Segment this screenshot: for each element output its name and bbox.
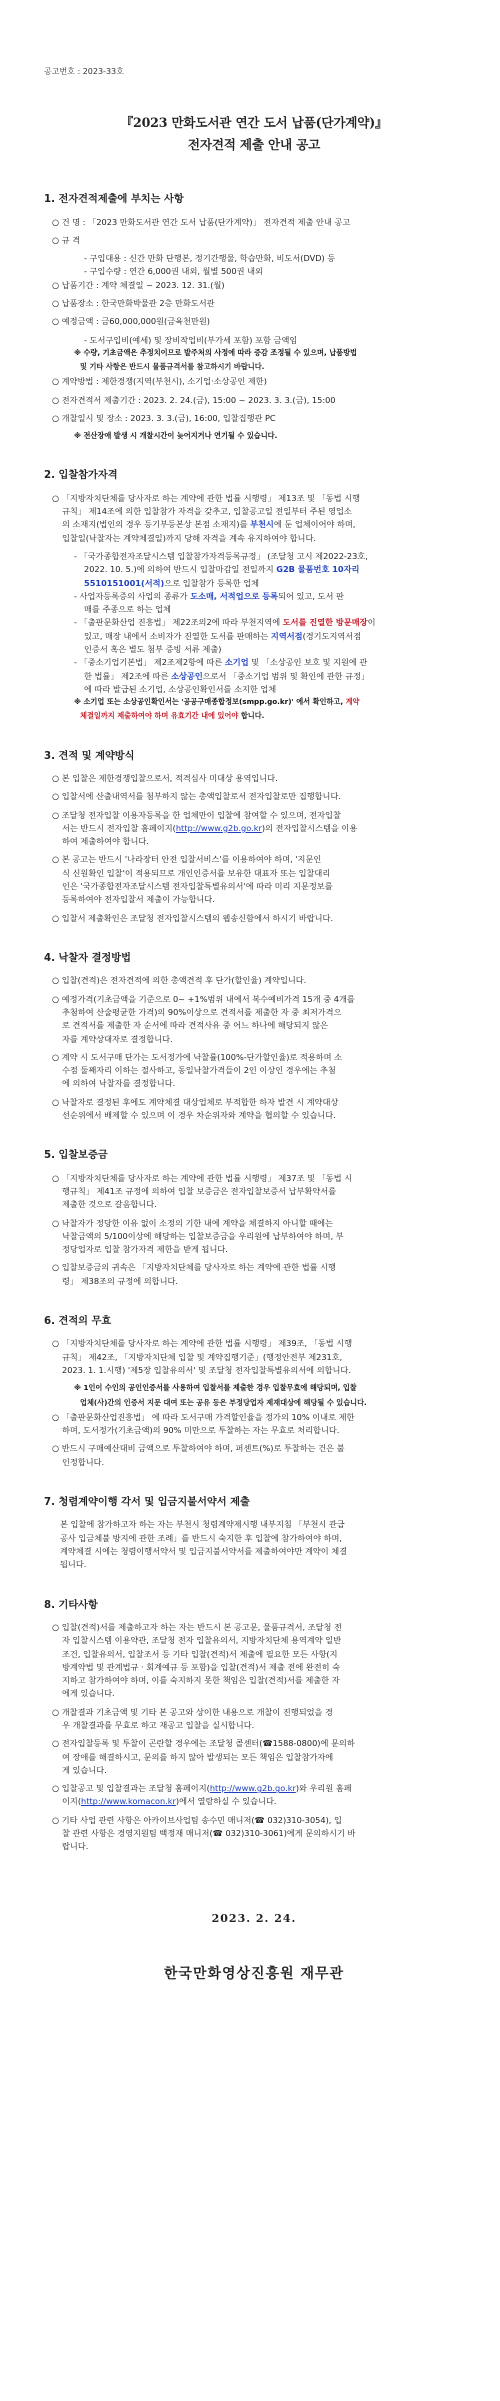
text-line: ○ 개찰결과 기초금액 및 기타 본 공고와 상이한 내용으로 개찰이 진행되었을 경 [52,1706,333,1717]
text-line [74,577,464,590]
delivery-place: ○ 납품장소 : 한국만화박물관 2층 만화도서관 [52,297,215,308]
text-line: 하여 제출하여야 합니다. [62,836,149,847]
text-line: 에 의하여 낙찰자를 결정합니다. [62,1078,176,1089]
section-integrity-pledge [44,1495,464,1572]
qualification-item [44,656,464,696]
text-line: 우 개찰결과를 무효로 하고 재공고 입찰을 실시합니다. [62,1720,255,1731]
page-title [44,112,464,156]
text-span: - 「출판문화산업 진흥법」 제22조의2에 따라 부천지역에 [74,617,283,628]
list-item [44,1172,464,1212]
list-item [44,1411,464,1438]
section-heading: 3. 견적 및 계약방식 [44,750,135,762]
text-span: - 「중소기업기본법」 제2조제2항에 따른 [74,657,225,668]
text-line: 입찰일(낙찰자는 계약체결일)까지 당해 자격을 계속 유지하여야 합니다. [62,532,316,543]
text-span: 으로서 「중소기업 범위 및 확인에 관한 규정」 [202,670,370,681]
title-line-1: 『2023 만화도서관 연간 도서 납품(단가계약)』 [120,114,388,130]
text-line: ○ 「지방자치단체를 당사자로 하는 계약에 관한 법률 시행령」 제39조, 「동법 시행 [52,1338,353,1349]
text-span: )에서 열람하실 수 있습니다. [175,1796,277,1807]
estimated-budget: ○ 예정금액 : 금60,000,000원(금육천만원) [52,316,210,327]
highlight-text: 소기업 [224,657,249,668]
text-line: ○ 입찰보증금의 귀속은 「지방자치단체를 당사자로 하는 계약에 관한 법률 시행 [52,1262,336,1273]
text-span: 되어 있고, 도서 판 [278,590,344,601]
submit-period: ○ 전자견적서 제출기간 : 2023. 2. 24.(금), 15:00 ~ 2023. 3. 3.(금), 15:00 [52,394,336,405]
text-line: 조건, 입찰유의서, 입찰조서 등 기타 입찰(견적)서 제출에 필요한 모든 사항(지 [62,1648,338,1659]
text-line: 하며, 도서정가(기초금액)의 90% 미만으로 투찰하는 자는 무효로 처리합니다. [62,1425,340,1436]
text-line: 방계약법 및 관계법규 · 회계예규 등 포함)을 입찰(견적)서 제출 전에 완전히 숙 [62,1661,341,1672]
list-item [44,1621,464,1701]
notice-date: 2023. 2. 24. [211,1911,297,1925]
section-heading: 1. 전자견적제출에 부치는 사항 [44,194,184,206]
text-line: 됩니다. [60,1559,87,1570]
text-line: 자를 계약상대자로 결정합니다. [62,1033,173,1044]
text-line [52,1782,464,1795]
notice-number: 공고번호 : 2023-33호 [44,67,124,76]
issuer-name: 한국만화영상진흥원 재무관 [163,1966,345,1983]
section-other-matters [44,1598,464,1854]
text-line: ○ 「지방자치단체를 당사자로 하는 계약에 관한 법률 시행령」 제13조 및 「동법 시행 [52,492,361,503]
text-line [74,563,464,576]
text-line: 에게 있습니다. [62,1688,115,1699]
text-line [52,1795,464,1808]
text-line [74,656,464,669]
text-line: 로 견적서를 제출한 자 순서에 따라 견적사유 중 어느 하나에 해당되지 않은 [62,1020,328,1031]
text-line: ○ 전자입찰등록 및 투찰이 곤란할 경우에는 조달청 콜센터(☎1588-0800)에 문의하 [52,1738,355,1749]
list-item [44,1737,464,1777]
qualification-note [44,696,464,708]
list-item [44,1814,464,1854]
budget-note-cont: 및 기타 사항은 반드시 물품규격서를 참고하시기 바랍니다. [80,362,265,372]
g2b-link[interactable]: http://www.g2b.go.kr [175,822,262,833]
text-span: ※ 소기업 또는 소상공인확인서는 '공공구매종합정보(smpp.go.kr)' 에서 확인하고, [74,697,346,707]
text-line: ○ 입찰(견적)서를 제출하고자 하는 자는 반드시 본 공고문, 물품규격서, 조달청 전 [52,1622,342,1633]
section-contract-method [44,749,464,925]
text-span: 이지( [62,1796,82,1807]
text-line [52,518,464,531]
list-item [44,1261,464,1288]
text-line: ○ 조달청 전자입찰 이용자등록을 한 업체만이 입찰에 참여할 수 있으며, 전자입찰 [52,809,341,820]
list-item: ○ 입찰서 제출확인은 조달청 전자입찰시스템의 웹송신함에서 하시기 바랍니다. [52,912,334,923]
qualification-paragraph [44,492,464,545]
text-line: ○ 예정가격(기초금액을 기준으로 0~ +1%범위 내에서 복수예비가격 15개 중 4개를 [52,993,355,1004]
list-item: ○ 입찰서에 산출내역서를 첨부하지 않는 총액입찰로서 전자입찰로만 집행합니다. [52,791,341,802]
list-item: ○ 본 입찰은 제한경쟁입찰으로서, 적격심사 미대상 용역입니다. [52,773,278,784]
text-span: )의 전자입찰시스템을 이용 [261,822,358,833]
qualification-item [44,616,464,656]
section-heading: 4. 낙찰자 결정방법 [44,952,131,964]
text-line: ○ 「지방자치단체를 당사자로 하는 계약에 관한 법률 시행령」 제37조 및 「동법 시 [52,1172,353,1183]
qualification-item [44,590,464,617]
invalid-note: ※ 1인이 수인의 공인인증서를 사용하여 입찰서를 제출한 경우 입찰무효에 해당되며, 입찰 [74,1383,357,1393]
section-bid-deposit [44,1148,464,1288]
highlight-text: 부천시 [250,519,274,530]
text-span: ○ 입찰공고 및 입찰결과는 조달청 홈페이지( [52,1783,210,1794]
text-line: 식 신원확인 입찰'이 적용되므로 개인인증서를 보유한 대표자 또는 입찰대리 [62,867,331,878]
text-span: )와 우리원 홈페 [295,1783,352,1794]
text-span: 이 [367,617,376,628]
text-line: 규칙」 제42조, 「지방자치단체 입찰 및 계약집행기준」(행정안전부 제231호, [62,1351,343,1362]
section-qualification [44,468,464,722]
opening-note: ※ 전산장애 발생 시 개찰시간이 늦어지거나 연기될 수 있습니다. [74,431,278,441]
text-span: (경기도지역서점 [302,630,362,641]
text-line: 계약체결 시에는 청렴이행서약서 및 입금지불서약서를 제출하여야만 계약이 체결 [60,1545,348,1556]
text-line: 자 입찰시스템 이용약관, 조달청 전자 입찰유의서, 지방자치단체 용역계약 일반 [62,1635,342,1646]
list-item [44,853,464,906]
contract-method: ○ 계약방법 : 제한경쟁(지역(부천시), 소기업·소상공인 제한) [52,376,267,387]
text-line: 인증서 혹은 별도 첨부 증빙 서류 제출) [84,643,222,654]
text-span: 및 「소상공인 보호 및 지원에 관 [248,657,368,668]
text-line: 인정합니다. [62,1456,105,1467]
highlight-text: 체결일까지 제출하여야 하며 유효기간 내에 있어야 [80,711,239,721]
text-line: 규칙」 제14조에 의한 입찰참가 자격을 갖추고, 입찰공고일 전일부터 주된 영업소 [62,506,352,517]
text-line: 령」 제38조의 규정에 의합니다. [62,1275,179,1286]
text-line: ○ 본 공고는 반드시 '나라장터 안전 입찰서비스'를 이용하여야 하며, '지문인 [52,854,322,865]
text-span: 합니다. [238,711,265,721]
text-line: 여 장애를 해결하시고, 문의를 하지 않아 발생되는 모든 책임은 입찰참가자에 [62,1751,334,1762]
highlight-text: 소상공인 [171,670,203,681]
text-span: 으로 입찰참가 등록한 업체 [164,577,260,588]
text-span: 서는 반드시 전자입찰 홈페이지( [62,822,176,833]
highlight-text: G2B 물품번호 10자리 [276,564,360,575]
delivery-period: ○ 납품기간 : 계약 체결일 ~ 2023. 12. 31.(월) [52,279,225,290]
text-line: 선순위에서 배제할 수 있으며 이 경우 차순위자와 계약을 협의할 수 있습니다. [62,1109,336,1120]
text-span: 의 소재지(법인의 경우 등기부등본상 본점 소재지)를 [62,519,251,530]
text-line: 에 따라 발급된 소기업, 소상공인확인서를 소지한 업체 [84,683,277,694]
list-item [44,1782,464,1809]
text-line: ○ 반드시 구매예산대비 금액으로 투찰하여야 하며, 퍼센트(%)로 투찰하는 건은 불 [52,1443,345,1454]
text-line: ○ 「출판문화산업진흥법」 에 따라 도서구매 가격할인율을 정가의 10% 이내로 제한 [52,1411,355,1422]
list-item [44,1337,464,1377]
text-line: 정당업자로 입찰 참가자격 제한을 받게 됩니다. [62,1244,228,1255]
komacon-link[interactable]: http://www.komacon.kr [81,1796,176,1807]
budget-detail: - 도서구입비(예세) 및 장비작업비(부가세 포함) 포함 금액임 [84,334,298,345]
text-line: ○ 낙찰자로 결정된 후에도 계약체결 대상업체로 부적합한 하자 발견 시 계약대상 [52,1096,339,1107]
list-item [44,809,464,849]
highlight-text: 도서를 진열한 방문매장 [282,617,368,628]
text-line: 게 있습니다. [62,1764,107,1775]
highlight-text: 도소매, 서적업으로 등록 [190,590,279,601]
spec-range: - 구입대용 : 신간 만화 단행본, 정기간행물, 학습만화, 비도서(DVD) 등 [84,253,336,264]
text-line: 매를 주종으로 하는 업체 [84,604,171,615]
item-spec: ○ 규 격 [52,234,81,245]
text-line: 본 입찰에 참가하고자 하는 자는 부천시 청렴계약제시행 내부지침 「부천시 관급 [60,1519,345,1530]
list-item [44,1442,464,1469]
title-line-2: 전자견적 제출 안내 공고 [187,136,321,152]
text-line [74,670,464,683]
text-line: ○ 계약 시 도서구매 단가는 도서정가에 낙찰률(100%-단가할인율)로 적용하며 소 [52,1051,343,1062]
text-line: ○ 기타 사업 관련 사항은 아카이브사업팀 송수민 매니저(☎ 032)310-3054), 입 [52,1814,342,1825]
pledge-paragraph [44,1518,464,1571]
text-span: 있고, 매장 내에서 소비자가 진열한 도서를 판매하는 [84,630,271,641]
qualification-item [44,550,464,590]
section-heading: 2. 입찰참가자격 [44,470,118,482]
text-span: 에 둔 업체이어야 하며, [273,519,356,530]
text-line: 등록하여야 전자입찰서 제출이 가능합니다. [62,894,215,905]
item-name: ○ 건 명 : 「2023 만화도서관 연간 도서 납품(단가계약)」 전자견적 제출 안내 공고 [52,216,351,227]
list-item [44,1217,464,1257]
text-line: 추첨하여 산술평균한 가격)의 90%이상으로 견적서를 제출한 자 중 최저가격으 [62,1006,342,1017]
spec-quantity: - 구입수량 : 연간 6,000권 내외, 월별 500권 내외 [84,266,263,277]
text-line: 찰 관련 사항은 경영지원팀 백정재 매니저(☎ 032)310-3061)에게 문의하시기 바 [62,1828,356,1838]
text-line: 제출한 것으로 갈음합니다. [62,1199,157,1210]
qualification-note-cont [44,710,464,722]
list-item [44,1706,464,1733]
text-line: 인은 '국가종합전자조달시스템 전자입찰특별유의서'에 따라 미리 지문정보를 [62,881,333,892]
section-estimate-items [44,192,464,442]
section-heading: 6. 견적의 무효 [44,1315,112,1327]
highlight-text: 5510151001(서적) [84,577,165,588]
text-line: 2023. 1. 1.시행) '제5장 입찰유의서' 및 조달청 전자입찰특별유의서에 의합니다. [62,1365,351,1376]
text-line: 공사 입금체불 방지에 관한 조례」를 반드시 숙지한 후 입찰에 참가하여야 하며, [60,1532,342,1543]
text-span: 한 법률」 제2조에 따른 [84,670,172,681]
highlight-text: 계약 [345,697,360,707]
text-line: 낙찰금액의 5/100이상에 해당하는 입찰보증금을 우리원에 납부하여야 하며, 부 [62,1230,344,1241]
section-winner-decision [44,951,464,1122]
list-item [44,993,464,1046]
section-heading: 5. 입찰보증금 [44,1150,108,1162]
text-line: - 「국가종합전자조달시스템 입찰참가자격등록규정」 (조달청 고시 제2022-23호, [74,550,368,561]
text-line: ○ 낙찰자가 정당한 이유 없이 소정의 기한 내에 계약을 체결하지 아니할 때에는 [52,1217,333,1228]
list-item [44,1096,464,1123]
text-line: 랍니다. [62,1841,89,1852]
budget-note: ※ 수량, 기초금액은 추정치이므로 발주처의 사정에 따라 증감 조정될 수 있으며, 납품방법 [74,347,357,357]
list-item: ○ 입찰(견적)은 전자견적에 의한 총액견적 후 단가(할인율) 계약입니다. [52,975,307,986]
text-span: 2022. 10. 5.)에 의하여 반드시 입찰마감일 전일까지 [84,564,277,575]
section-invalid-estimate [44,1314,464,1469]
opening-time: ○ 개찰일시 및 장소 : 2023. 3. 3.(금), 16:00, 입찰집행관 PC [52,412,276,423]
section-heading: 7. 청렴계약이행 각서 및 입금지불서약서 제출 [44,1496,250,1508]
text-line [52,822,464,835]
text-span: - 사업자등록증의 사업의 종류가 [74,590,191,601]
invalid-note-cont: 업체(사)간의 인증서 지문 대여 또는 공유 등은 부정당업자 제재대상에 해당될 수 있습니다. [80,1397,367,1407]
text-line [74,616,464,629]
text-line: 수점 둘째자리 이하는 절사하고, 동일낙찰가격들이 2인 이상인 경우에는 추첨 [62,1065,336,1076]
list-item [44,1051,464,1091]
text-line: 행규칙」 제41조 규정에 의하여 입찰 보증금은 전자입찰보증서 납부확약서를 [62,1185,337,1196]
g2b-link[interactable]: http://www.g2b.go.kr [209,1783,296,1794]
text-line [74,590,464,603]
section-heading: 8. 기타사항 [44,1599,98,1611]
highlight-text: 지역서점 [270,630,303,641]
text-line [74,630,464,643]
text-line: 지하고 참가하여야 하며, 이를 숙지하지 못한 책임은 입찰(견적)서를 제출한 자 [62,1675,340,1686]
